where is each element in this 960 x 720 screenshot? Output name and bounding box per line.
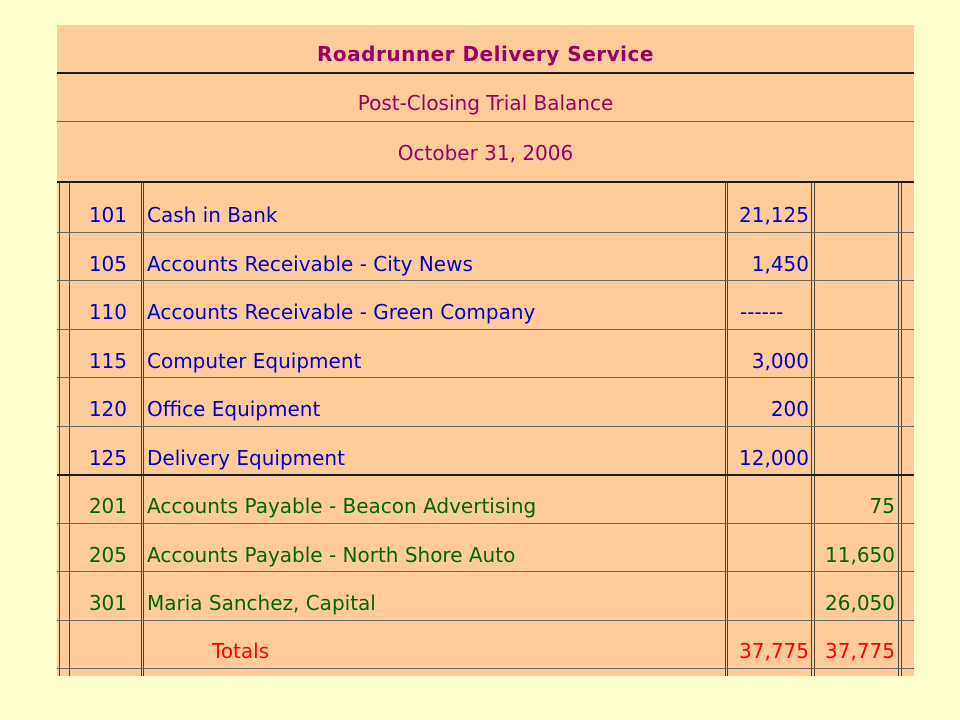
column-rule bbox=[901, 183, 902, 676]
credit-amount: 11,650 bbox=[825, 543, 895, 567]
column-rule bbox=[898, 183, 899, 676]
total-debit: 37,775 bbox=[739, 639, 809, 663]
column-rule bbox=[59, 183, 60, 676]
company-name: Roadrunner Delivery Service bbox=[317, 42, 654, 66]
account-name: Maria Sanchez, Capital bbox=[147, 591, 376, 615]
account-name: Accounts Receivable - City News bbox=[147, 252, 473, 276]
account-number: 110 bbox=[88, 300, 127, 324]
row-rule bbox=[57, 571, 914, 572]
trial-balance-sheet bbox=[57, 25, 914, 676]
row-rule bbox=[57, 668, 914, 669]
header-divider bbox=[57, 121, 914, 122]
account-number: 125 bbox=[88, 446, 127, 470]
credit-amount: 26,050 bbox=[825, 591, 895, 615]
account-name: Delivery Equipment bbox=[147, 446, 345, 470]
row-rule bbox=[57, 620, 914, 621]
row-rule bbox=[57, 377, 914, 378]
debit-amount: 1,450 bbox=[751, 252, 809, 276]
row-rule bbox=[57, 329, 914, 330]
report-title: Post-Closing Trial Balance bbox=[357, 91, 614, 115]
column-rule bbox=[143, 183, 144, 676]
debit-amount: 12,000 bbox=[739, 446, 809, 470]
account-number: 301 bbox=[88, 591, 127, 615]
account-number: 205 bbox=[88, 543, 127, 567]
account-number: 201 bbox=[88, 494, 127, 518]
debit-amount: ------ bbox=[740, 300, 784, 324]
account-name: Cash in Bank bbox=[147, 203, 278, 227]
column-rule bbox=[141, 183, 142, 676]
row-rule bbox=[57, 280, 914, 281]
account-name: Office Equipment bbox=[147, 397, 321, 421]
account-name: Accounts Payable - North Shore Auto bbox=[147, 543, 516, 567]
row-rule bbox=[57, 426, 914, 427]
account-number: 101 bbox=[88, 203, 127, 227]
section-rule bbox=[57, 474, 914, 476]
account-number: 120 bbox=[88, 397, 127, 421]
credit-amount: 75 bbox=[869, 494, 895, 518]
header-divider bbox=[57, 181, 914, 183]
debit-amount: 21,125 bbox=[739, 203, 809, 227]
debit-amount: 200 bbox=[770, 397, 809, 421]
account-number: 115 bbox=[88, 349, 127, 373]
header-divider bbox=[57, 72, 914, 74]
account-name: Accounts Receivable - Green Company bbox=[147, 300, 536, 324]
account-name: Accounts Payable - Beacon Advertising bbox=[147, 494, 537, 518]
report-date: October 31, 2006 bbox=[397, 141, 574, 165]
debit-amount: 3,000 bbox=[751, 349, 809, 373]
row-rule bbox=[57, 523, 914, 524]
account-number: 105 bbox=[88, 252, 127, 276]
totals-label: Totals bbox=[212, 639, 270, 663]
row-rule bbox=[57, 232, 914, 233]
account-name: Computer Equipment bbox=[147, 349, 362, 373]
total-credit: 37,775 bbox=[825, 639, 895, 663]
column-rule bbox=[811, 183, 812, 676]
